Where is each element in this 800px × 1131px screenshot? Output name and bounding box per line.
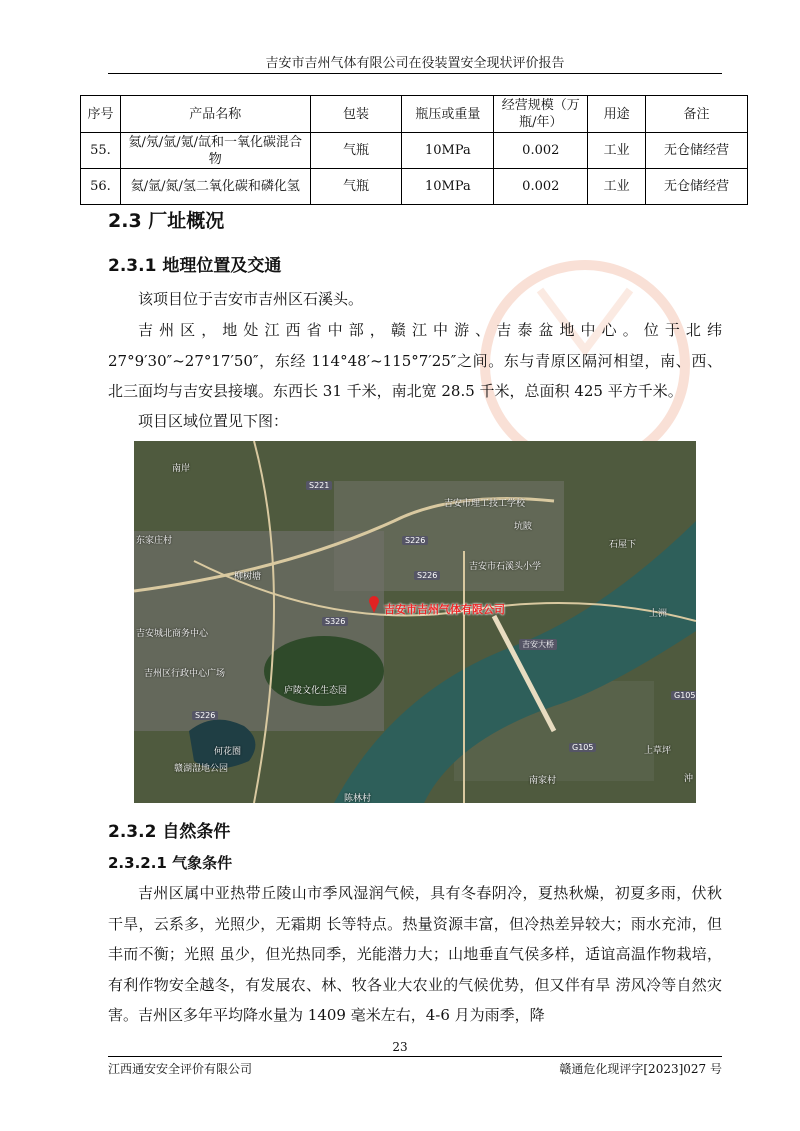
table-cell: 氦/氖/氩/氪/氙和一氧化碳混合物 — [120, 133, 310, 169]
map-label: 坑陂 — [514, 522, 533, 532]
road-tag: S221 — [306, 481, 332, 490]
table-row — [81, 169, 748, 205]
map-label: 吉安市理工技工学校 — [444, 499, 526, 509]
footer-doc-number: 赣通危化现评字[2023]027 号 — [559, 1062, 722, 1076]
table-cell: 0.002 — [494, 169, 588, 205]
map-label: 何花圈 — [214, 747, 242, 757]
map-label: 南家村 — [529, 776, 557, 786]
road-tag: S226 — [402, 536, 428, 545]
table-cell: 气瓶 — [310, 169, 402, 205]
section-2-3-2-title: 2.3.2 自然条件 — [108, 822, 231, 842]
map-label: 吉安城北商务中心 — [136, 629, 209, 639]
table-cell: 气瓶 — [310, 133, 402, 169]
bridge-label: 吉安大桥 — [519, 639, 557, 650]
table-cell: 氦/氩/氮/氢二氧化碳和磷化氢 — [120, 169, 310, 205]
paragraph-district: 吉州区，地处江西省中部，赣江中游、吉泰盆地中心。位于北纬 27°9′30″~27°17′50″，东经 114°48′~115°7′25″之间。东与青原区隔河相望，南、西、北三面均与吉安县接壤。东西长 31 千米，南北宽 28.5 千米，总面积 425 平方千米。 — [108, 321, 722, 400]
table-cell: 10MPa — [402, 169, 494, 205]
section-2-3-1-title: 2.3.1 地理位置及交通 — [108, 256, 282, 276]
map-label: 沖 — [684, 774, 694, 784]
header-cell: 包装 — [310, 96, 402, 133]
map-label: 南岸 — [172, 464, 191, 474]
section-2-3-2-1-title: 2.3.2.1 气象条件 — [108, 854, 233, 872]
road-tag: G105 — [671, 691, 696, 700]
header-cell: 产品名称 — [120, 96, 310, 133]
header-cell: 序号 — [81, 96, 121, 133]
road-tag: S226 — [414, 571, 440, 580]
table-cell: 10MPa — [402, 133, 494, 169]
header-cell: 瓶压或重量 — [402, 96, 494, 133]
map-label: 庐陵文化生态园 — [284, 686, 348, 696]
table-cell: 无仓储经营 — [646, 133, 748, 169]
table-cell: 工业 — [588, 169, 646, 205]
product-table — [80, 95, 748, 205]
page-number: 23 — [392, 1040, 408, 1054]
map-label: 柳树塘 — [234, 572, 262, 582]
footer-rule — [108, 1056, 722, 1057]
map-label: 东家庄村 — [136, 536, 173, 546]
table-row — [81, 133, 748, 169]
header-cell: 经营规模（万瓶/年） — [494, 96, 588, 133]
location-map — [134, 441, 696, 803]
paragraph-map-intro: 项目区域位置见下图： — [138, 412, 289, 430]
road-tag: G105 — [569, 743, 596, 752]
table-cell: 0.002 — [494, 133, 588, 169]
header-cell: 备注 — [646, 96, 748, 133]
map-label: 吉安市石溪头小学 — [469, 562, 542, 572]
page-header: 吉安市吉州气体有限公司在役装置安全现状评价报告 — [265, 56, 565, 71]
section-2-3-title: 2.3 厂址概况 — [108, 210, 225, 232]
table-cell: 无仓储经营 — [646, 169, 748, 205]
map-label: 吉州区行政中心广场 — [144, 669, 226, 679]
map-label: 上草坪 — [644, 746, 672, 756]
paragraph-climate: 吉州区属中亚热带丘陵山市季风湿润气候，具有冬春阴冷，夏热秋燥，初夏多雨，伏秋干旱，云系多，光照少，无霜期 长等特点。热量资源丰富，但冷热差异较大；雨水充沛，但丰而不衡；光照 虽少，但光热同季，光能潜力大；山地垂直气侯多样，适谊高温作物栽培，有利作物安全越冬，有发展农、林、牧各业大农业的气候优势，但又伴有旱 涝风冷等自然灾害。吉州区多年平均降水量为 1409 毫米左右，4-6 月为雨季，降 — [108, 884, 722, 1024]
map-label: 石屋下 — [609, 540, 637, 550]
road-tag: S326 — [322, 617, 348, 626]
header-cell: 用途 — [588, 96, 646, 133]
map-label: 上洲 — [649, 609, 668, 619]
table-cell: 56. — [81, 169, 121, 205]
table-header-row — [81, 96, 748, 133]
footer-company: 江西通安安全评价有限公司 — [108, 1062, 253, 1076]
map-label: 赣湖湿地公园 — [174, 764, 229, 774]
map-label: 陈林村 — [344, 794, 372, 803]
map-marker-label: 吉安市吉州气体有限公司 — [384, 603, 505, 616]
paragraph-location: 该项目位于吉安市吉州区石溪头。 — [138, 290, 364, 308]
header-rule — [108, 73, 722, 74]
table-cell: 55. — [81, 133, 121, 169]
table-cell: 工业 — [588, 133, 646, 169]
road-tag: S226 — [192, 711, 218, 720]
